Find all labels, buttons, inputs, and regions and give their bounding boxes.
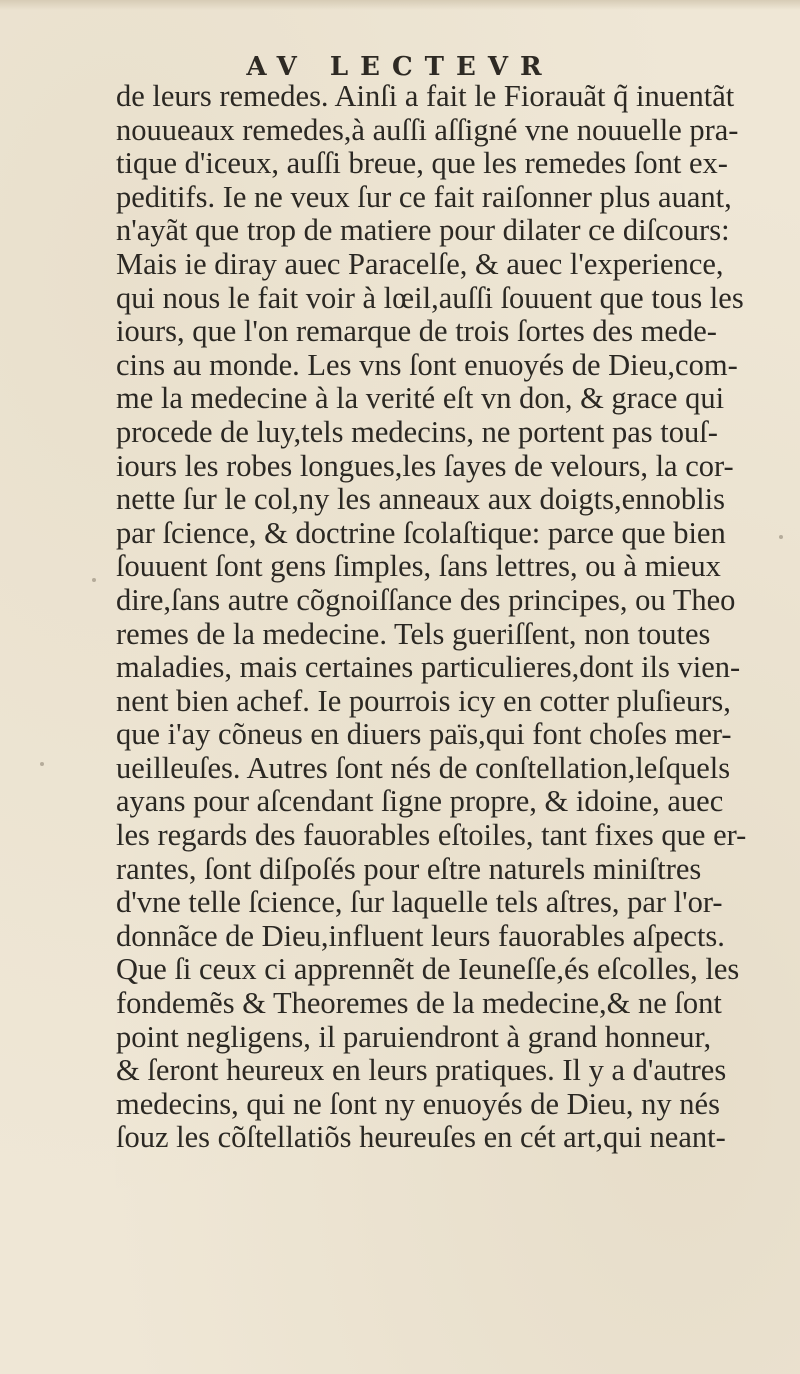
text-line: d'vne telle ſcience, ſur laquelle tels aſtres, par l'or- <box>116 886 723 920</box>
text-line: nette ſur le col,ny les anneaux aux doigts,ennoblis <box>116 483 726 517</box>
body-text <box>116 80 776 1155</box>
text-line: ayans pour aſcendant ſigne propre, & idoine, auec <box>116 785 724 819</box>
text-line: maladies, mais certaines particulieres,dont ils vien- <box>116 651 741 685</box>
text-line: fondemẽs & Theoremes de la medecine,& ne ſont <box>116 987 722 1021</box>
text-line: iours, que l'on remarque de trois ſortes des mede- <box>116 315 717 349</box>
text-line: procede de luy,tels medecins, ne portent pas touſ- <box>116 415 718 449</box>
running-head: AV LECTEVR <box>246 52 554 82</box>
text-line: donnãce de Dieu,influent leurs fauorables aſpects. <box>116 919 725 953</box>
ink-speck <box>779 535 783 539</box>
text-line: par ſcience, & doctrine ſcolaſtique: parce que bien <box>116 516 726 550</box>
text-line: Mais ie diray auec Paracelſe, & auec l'experience, <box>116 247 724 281</box>
text-line: me la medecine à la verité eſt vn don, & grace qui <box>116 382 725 416</box>
text-line: de leurs remedes. Ainſi a fait le Fiorauãt q̃ inuentãt <box>116 80 735 113</box>
text-line: n'ayãt que trop de matiere pour dilater ce diſcours: <box>116 214 730 248</box>
text-line: rantes, ſont diſpoſés pour eſtre naturels miniſtres <box>116 852 702 886</box>
text-line: ueilleuſes. Autres ſont nés de conſtellation,leſquels <box>116 751 731 785</box>
text-line: nent bien achef. Ie pourrois icy en cotter pluſieurs, <box>116 684 731 718</box>
text-line: remes de la medecine. Tels gueriſſent, non toutes <box>116 617 711 651</box>
page-top-edge <box>0 0 800 10</box>
text-line: & ſeront heureux en leurs pratiques. Il y a d'autres <box>116 1054 727 1088</box>
text-line: dire,ſans autre cõgnoiſſance des principes, ou Theo <box>116 583 736 617</box>
text-line: ſouuent ſont gens ſimples, ſans lettres, ou à mieux <box>116 550 721 584</box>
text-line: les regards des fauorables eſtoiles, tant fixes que er- <box>116 819 747 853</box>
text-line: iours les robes longues,les ſayes de velours, la cor- <box>116 449 734 483</box>
text-line: medecins, qui ne ſont ny enuoyés de Dieu, ny nés <box>116 1087 720 1121</box>
ink-speck <box>92 578 96 582</box>
text-line: ſouz les cõſtellatiõs heureuſes en cét art,qui neant- <box>116 1121 726 1155</box>
text-line: Que ſi ceux ci apprennẽt de Ieuneſſe,és eſcolles, les <box>116 953 740 987</box>
text-line: cins au monde. Les vns ſont enuoyés de Dieu,com- <box>116 348 738 382</box>
text-line: tique d'iceux, auſſi breue, que les remedes ſont ex- <box>116 147 728 181</box>
text-line: que i'ay cõneus en diuers païs,qui font choſes mer- <box>116 718 732 752</box>
text-line: qui nous le fait voir à lœil,auſſi ſouuent que tous les <box>116 281 744 315</box>
ink-speck <box>40 762 44 766</box>
text-line: point negligens, il paruiendront à grand honneur, <box>116 1020 712 1054</box>
text-line: nouueaux remedes,à auſſi aſſigné vne nouuelle pra- <box>116 113 739 147</box>
text-line: peditifs. Ie ne veux ſur ce fait raiſonner plus auant, <box>116 180 732 214</box>
